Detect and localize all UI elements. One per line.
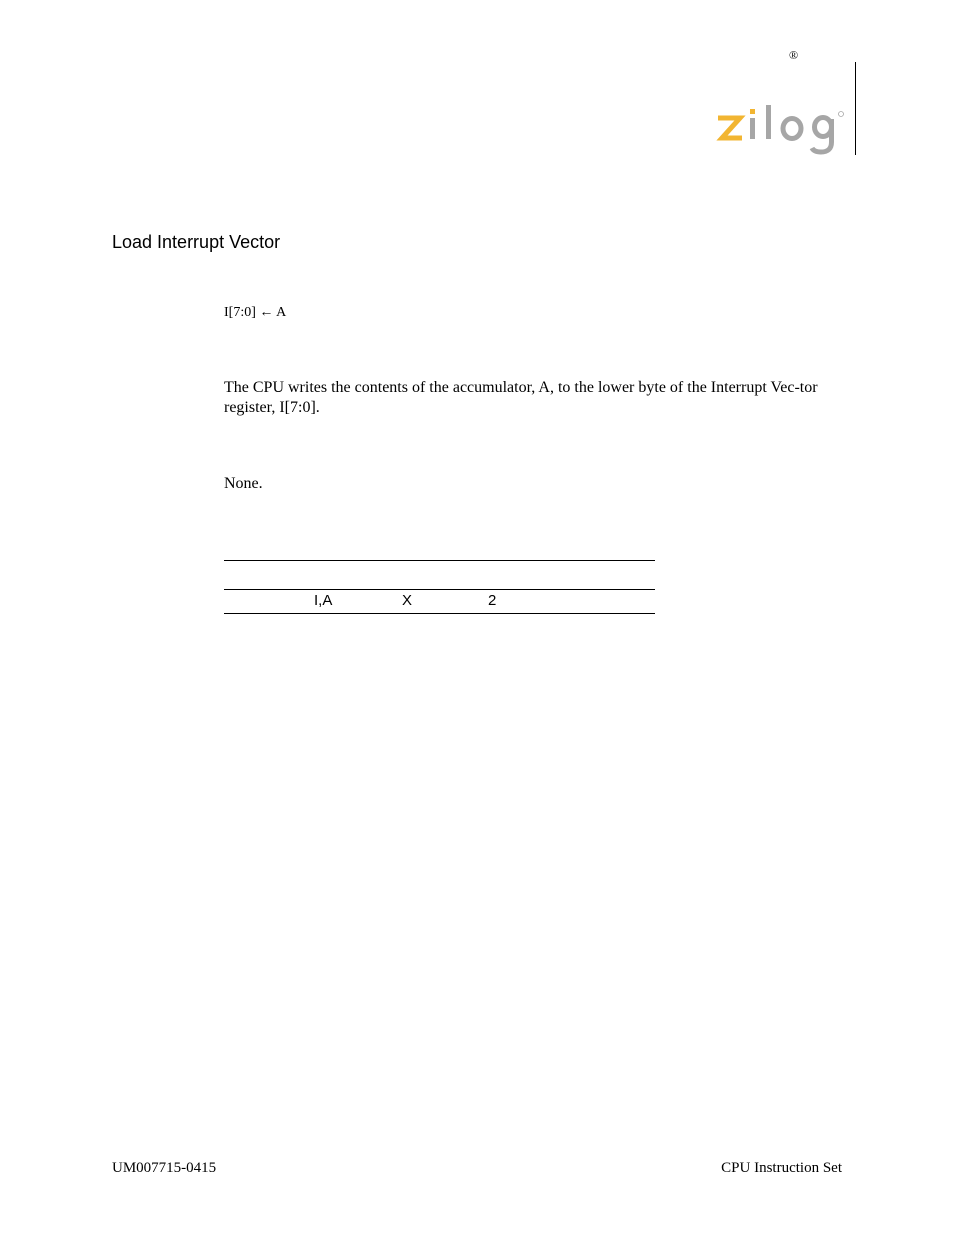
footer-doc-id: UM007715-0415 [112,1160,217,1176]
operation-expression: I[7:0] ← A [224,305,287,320]
table-bottom-rule [224,613,655,614]
table-cell-value: 2 [488,592,497,609]
header-divider [855,62,856,155]
description-paragraph: The CPU writes the contents of the accumulator, A, to the lower byte of the Interrupt Vec-tor register, I[7:0]. [224,379,818,416]
footer-section-name: CPU Instruction Set [721,1160,842,1176]
table-header-rule [224,589,655,590]
zilog-logo [710,102,850,162]
table-cell-adl: X [402,592,413,609]
registered-trademark: ® [789,48,799,62]
condition-bits-text: None. [224,475,263,492]
table-top-rule [224,560,655,561]
table-cell-operand: I,A [314,592,333,609]
section-title: Load Interrupt Vector [112,232,281,252]
